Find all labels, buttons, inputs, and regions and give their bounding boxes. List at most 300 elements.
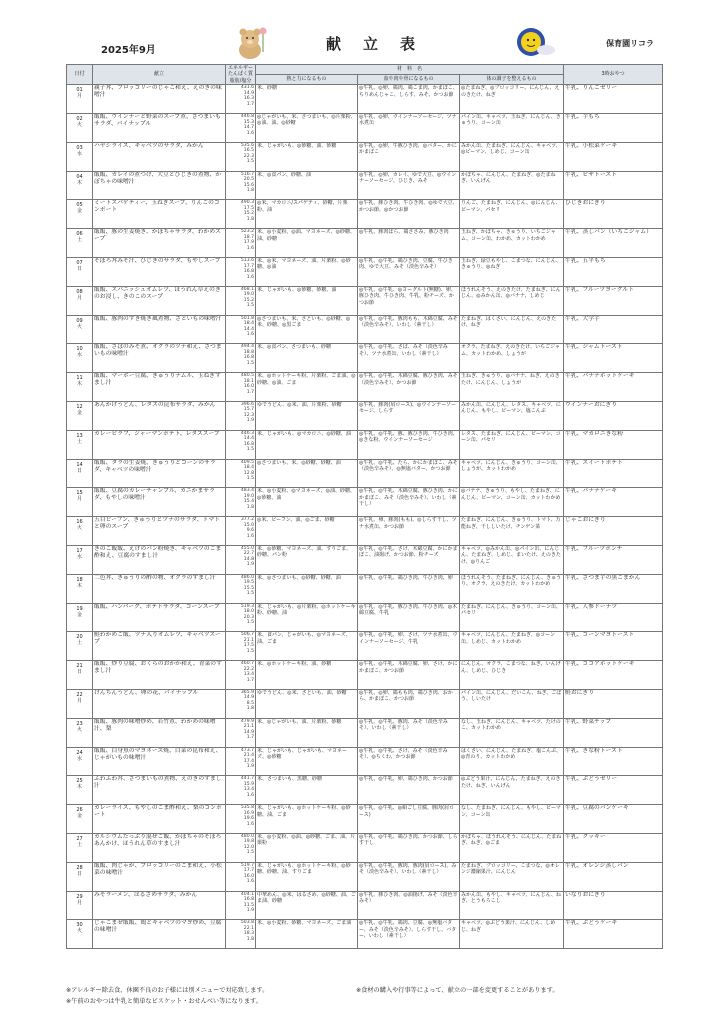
- nutrition-value: 14.7: [243, 125, 254, 131]
- table-row: [67, 661, 663, 690]
- nutrition-value: 1.9: [246, 418, 254, 424]
- nutrition-value: 431.6: [240, 85, 254, 91]
- energy-cell: 米、◎ホットケーキ粉、片栗粉、ごま油、◎砂糖、◎油、ごま: [256, 373, 358, 402]
- nutrition-value: 17.9: [243, 240, 254, 246]
- day-of-week: 火: [76, 928, 82, 935]
- nutrition-value: 16.0: [243, 873, 254, 879]
- snack-cell: 牛乳、フルーツヨーグルト: [564, 286, 663, 315]
- day-of-week: 土: [76, 438, 82, 445]
- table-row: [67, 545, 663, 574]
- nutrition-value: 1.6: [246, 130, 254, 136]
- condition-cell: はくさい、にんじん、たまねぎ、塩こんぶ、◎青のり、カットわかめ: [460, 747, 564, 776]
- nutrition-value: 446.3: [240, 430, 254, 436]
- nutrition-cell: [226, 776, 256, 805]
- nutrition-value: 1.8: [246, 216, 254, 222]
- condition-cell: オクラ、たまねぎ、えのきたけ、いちごジャム、カットわかめ、しょうが: [460, 344, 564, 373]
- nutrition-value: 18.1: [243, 378, 254, 384]
- nutrition-value: 1.5: [246, 303, 254, 309]
- condition-cell: ほうれんそう、たまねぎ、にんじん、きゅうり、オクラ、えのきたけ、カットわかめ: [460, 574, 564, 603]
- body-cell: ◎牛乳、◎牛乳、鶏ひき肉、豆腐、牛ひき肉、ゆで大豆、みそ（淡色辛みそ）: [358, 258, 460, 287]
- nutrition-value: 1.6: [246, 533, 254, 539]
- nutrition-value: 1.5: [246, 476, 254, 482]
- nutrition-value: 1.5: [246, 591, 254, 597]
- nutrition-cell: [226, 545, 256, 574]
- nutrition-value: 1.6: [246, 332, 254, 338]
- nutrition-cell: [226, 862, 256, 891]
- energy-cell: 米、◎小麦粉、◎油、マヨネーズ、◎砂糖、油、砂糖: [256, 229, 358, 258]
- nutrition-value: 516.7: [240, 171, 254, 177]
- col-header-nutrition: エネルギー たんぱく質 脂肪/塩分: [226, 65, 256, 85]
- date-number: 26: [76, 807, 83, 814]
- date-cell: [67, 862, 93, 891]
- date-cell: [67, 315, 93, 344]
- condition-cell: キャベツ、にんじん、たまねぎ、◎コーン缶、しめじ、カットわかめ: [460, 632, 564, 661]
- nutrition-value: 15.9: [243, 781, 254, 787]
- body-cell: ◎牛乳、◎牛乳、豚、豚ひき肉、牛ひき肉、◎きな粉、ウインナーソーセージ: [358, 430, 460, 459]
- school-name: 保育園リコラ: [606, 39, 654, 48]
- nutrition-value: 479.9: [240, 718, 254, 724]
- menu-cell: そぼろ丼みそ汁、ひじきのサラダ、もやしスープ: [93, 258, 226, 287]
- nutrition-value: 13.4: [243, 672, 254, 678]
- nutrition-cell: [226, 488, 256, 517]
- condition-cell: パイン缶、にんじん、だいこん、ねぎ、ごぼう、しいたけ: [460, 689, 564, 718]
- table-row: [67, 171, 663, 200]
- date-cell: [67, 229, 93, 258]
- energy-cell: 米、◎食パン、砂糖、油: [256, 171, 358, 200]
- energy-cell: ◎さつまいも、米、さといも、◎砂糖、◎米、砂糖、◎黒ごま: [256, 315, 358, 344]
- table-row: [67, 200, 663, 229]
- condition-cell: なし、たまねぎ、にんじん、もやし、ピーマン、コーン缶: [460, 805, 564, 834]
- nutrition-value: 483.4: [240, 488, 254, 494]
- nutrition-value: 16.8: [243, 897, 254, 903]
- date-cell: [67, 286, 93, 315]
- nutrition-value: 15.2: [243, 297, 254, 303]
- energy-cell: 米、◎米、マヨネーズ、油、片栗粉、◎砂糖、◎油: [256, 258, 358, 287]
- day-of-week: 月: [76, 93, 82, 100]
- snack-cell: 鮭おにぎり: [564, 689, 663, 718]
- nutrition-value: 14.4: [243, 326, 254, 332]
- nutrition-value: 18.4: [243, 321, 254, 327]
- nutrition-value: 9.6: [246, 528, 254, 534]
- date-cell: [67, 142, 93, 171]
- condition-cell: なし、玉ねぎ、にんじん、キャベツ、たけのこ、カットわかめ: [460, 718, 564, 747]
- nutrition-value: 19.0: [243, 493, 254, 499]
- date-cell: [67, 545, 93, 574]
- nutrition-value: 14.9: [243, 729, 254, 735]
- menu-cell: ハヤシライス、キャベツのサラダ、みかん: [93, 142, 226, 171]
- energy-cell: 米、◎ホットケーキ粉、油、砂糖: [256, 661, 358, 690]
- day-of-week: 木: [76, 784, 82, 791]
- col-header-date: 日付: [67, 65, 93, 85]
- condition-cell: 玉ねぎ、きゅうり、◎バナナ、ねぎ、えのきたけ、にんじん、しょうが: [460, 373, 564, 402]
- date-number: 06: [76, 231, 83, 238]
- condition-cell: 玉ねぎ、かぼちゃ、きゅうり、いちごジャム、コーン缶、わかめ、カットわかめ: [460, 229, 564, 258]
- body-cell: ◎牛乳、◎牛乳、豚肉、豚肉(肩ロース)、みそ（淡色辛みそ）、いわし（素干し）: [358, 862, 460, 891]
- menu-cell: カレーライス、もやしのごま酢和え、梨のコンポート: [93, 805, 226, 834]
- nutrition-cell: [226, 574, 256, 603]
- menu-sheet: [66, 26, 662, 949]
- snack-cell: ひじきおにぎり: [564, 200, 663, 229]
- date-number: 19: [76, 605, 83, 612]
- nutrition-value: 15.0: [243, 522, 254, 528]
- date-number: 05: [76, 202, 83, 209]
- nutrition-value: 14.4: [243, 436, 254, 442]
- snack-cell: 牛乳、バナナホットケーキ: [564, 373, 663, 402]
- table-row: [67, 85, 663, 114]
- energy-cell: 米、◎さつまいも、◎砂糖、砂糖、油: [256, 574, 358, 603]
- menu-cell: 飯飯、スパニッシュオムレツ、ほうれん草えのきのお浸し、きのこのスープ: [93, 286, 226, 315]
- menu-cell: 飯飯、マーボー豆腐、きゅうりナムル、玉ねぎすまし汁: [93, 373, 226, 402]
- menu-cell: 飯飯、豚肉の味噌炒め、若竹煮、わかめの味噌汁、梨: [93, 718, 226, 747]
- nutrition-cell: [226, 200, 256, 229]
- nutrition-value: 1.9: [246, 764, 254, 770]
- table-row: [67, 920, 663, 949]
- condition-cell: たまねぎ、はくさい、にんじん、えのきたけ、ねぎ: [460, 315, 564, 344]
- date-cell: [67, 776, 93, 805]
- snack-cell: 牛乳、豆腐のパンケーキ: [564, 805, 663, 834]
- nutrition-cell: [226, 603, 256, 632]
- table-row: [67, 632, 663, 661]
- snack-cell: 牛乳、大学芋: [564, 315, 663, 344]
- date-cell: [67, 689, 93, 718]
- nutrition-value: 1.5: [246, 159, 254, 165]
- day-of-week: 火: [76, 525, 82, 532]
- day-of-week: 月: [76, 496, 82, 503]
- sun-moon-illustration-icon: [502, 26, 560, 60]
- energy-cell: 米、じゃがいも、◎ホットケーキ粉、◎砂糖、油、ごま: [256, 805, 358, 834]
- nutrition-value: 519.3: [240, 603, 254, 609]
- day-of-week: 金: [76, 208, 82, 215]
- day-of-week: 土: [76, 640, 82, 647]
- energy-cell: 米、じゃがいも、◎砂糖、砂糖、油: [256, 286, 358, 315]
- footer-note: ※午前のおやつは牛乳と簡単なビスケット・おせんべい等になります。: [66, 998, 262, 1005]
- nutrition-value: 16.0: [243, 384, 254, 390]
- date-cell: [67, 517, 93, 546]
- energy-cell: 米、◎じゃがいも、油、片栗粉、砂糖: [256, 718, 358, 747]
- nutrition-value: 12.8: [243, 470, 254, 476]
- date-cell: [67, 430, 93, 459]
- energy-cell: 米、じゃがいも、◎片栗粉、◎ホットケーキ粉、砂糖、油: [256, 603, 358, 632]
- snack-cell: 牛乳、ぶどうゼリー: [564, 776, 663, 805]
- condition-cell: みかん缶、たまねぎ、にんじん、キャベツ、◎ピーマン、しめじ、コーン缶: [460, 142, 564, 171]
- date-cell: [67, 603, 93, 632]
- nutrition-cell: [226, 315, 256, 344]
- bear-illustration-icon: [230, 26, 272, 60]
- nutrition-value: 12.3: [243, 412, 254, 418]
- condition-cell: ◎ぶどう果汁、にんじん、たまねぎ、えのきたけ、ねぎ、いんげん: [460, 776, 564, 805]
- body-cell: ◎牛乳、◎卵、カレイ、ゆで大豆、◎ウインナーソーセージ、ひじき、みそ: [358, 171, 460, 200]
- date-cell: [67, 833, 93, 862]
- nutrition-value: 17.4: [243, 758, 254, 764]
- nutrition-value: 14.8: [243, 556, 254, 562]
- day-of-week: 日: [76, 467, 82, 474]
- nutrition-value: 17.5: [243, 643, 254, 649]
- nutrition-value: 22.3: [243, 153, 254, 159]
- snack-cell: 牛乳、りんごゼリー: [564, 85, 663, 114]
- date-number: 28: [76, 864, 83, 871]
- menu-cell: じゃこまぜ飯飯、鶏とキャベツのマヨ炒め、豆腐の味噌汁: [93, 920, 226, 949]
- nutrition-value: 506.7: [240, 632, 254, 638]
- snack-cell: 牛乳、小松菜ケーキ: [564, 142, 663, 171]
- condition-cell: パイン缶、キャベツ、玉ねぎ、にんじん、きゅうり、コーン缶: [460, 114, 564, 143]
- nutrition-value: 1.8: [246, 188, 254, 194]
- snack-cell: じゃこおにぎり: [564, 517, 663, 546]
- menu-cell: 飯飯、タラの生姜焼、きゅうりとコーンのサラダ、キャベツの味噌汁: [93, 459, 226, 488]
- nutrition-value: 473.7: [240, 747, 254, 753]
- menu-cell: みそラーメン、はるさめサラダ、みかん: [93, 891, 226, 920]
- condition-cell: ◎バナナ、きゅうり、もやし、たまねぎ、にんじん、ピーマン、コーン缶、カットわかめ: [460, 488, 564, 517]
- snack-cell: 牛乳、バナナケーキ: [564, 488, 663, 517]
- nutrition-value: 21.1: [243, 637, 254, 643]
- nutrition-cell: [226, 142, 256, 171]
- nutrition-value: 460.7: [240, 661, 254, 667]
- date-cell: [67, 171, 93, 200]
- day-of-week: 木: [76, 381, 82, 388]
- date-number: 21: [76, 663, 83, 670]
- menu-cell: 五目ビーフン、きゅうりとツナのサラダ、トマトと卵のスープ: [93, 517, 226, 546]
- energy-cell: 米、じゃがいも、◎ホットケーキ粉、◎砂糖、砂糖、油、すりごま: [256, 862, 358, 891]
- table-row: [67, 517, 663, 546]
- date-number: 08: [76, 288, 83, 295]
- date-number: 03: [76, 144, 83, 151]
- day-of-week: 水: [76, 150, 82, 157]
- nutrition-value: 1.5: [246, 447, 254, 453]
- nutrition-value: 1.6: [246, 792, 254, 798]
- nutrition-cell: [226, 85, 256, 114]
- nutrition-value: 1.8: [246, 936, 254, 942]
- menu-cell: 飯飯、ハンバーグ、ポテトサラダ、コーンスープ: [93, 603, 226, 632]
- nutrition-value: 12.0: [243, 844, 254, 850]
- nutrition-value: 14.9: [243, 90, 254, 96]
- footer-note: ※アレルギー除去食、休園不良のお子様には別メニューで対応致します。: [66, 987, 269, 994]
- nutrition-cell: [226, 344, 256, 373]
- energy-cell: 米、◎食パン、さつまいも、砂糖: [256, 344, 358, 373]
- body-cell: ◎牛乳、卵、豚肉(もも)、◎しらす干し、ツナ水煮缶、かつお節: [358, 517, 460, 546]
- nutrition-value: 15.7: [243, 407, 254, 413]
- menu-cell: あんかけうどん、レタスの昆布サラダ、みかん: [93, 401, 226, 430]
- nutrition-value: 365.9: [240, 689, 254, 695]
- footer-note: ※食材の購入や行事等によって、献立の一部を変更することがあります。: [356, 987, 559, 994]
- snack-cell: 牛乳、フルーツポンチ: [564, 545, 663, 574]
- month-label: 2025年9月: [101, 45, 156, 56]
- body-cell: ◎牛乳、◎牛乳、鶏ひき肉、かつお節、しらす干し: [358, 833, 460, 862]
- day-of-week: 土: [76, 841, 82, 848]
- date-number: 14: [76, 461, 83, 468]
- day-of-week: 金: [76, 611, 82, 618]
- nutrition-value: 1.5: [246, 850, 254, 856]
- date-cell: [67, 258, 93, 287]
- nutrition-value: 1.6: [246, 274, 254, 280]
- condition-cell: りんご、たまねぎ、にんじん、◎にんじん、ピーマン、パセリ: [460, 200, 564, 229]
- date-number: 17: [76, 547, 83, 554]
- date-number: 16: [76, 519, 83, 526]
- body-cell: ◎牛乳、◎牛乳、さば、みそ（淡色辛みそ）、ツナ水煮缶、いわし（素干し）: [358, 344, 460, 373]
- body-cell: ◎牛乳、◎牛乳、さけ、木綿豆腐、かにかまぼこ、油揚げ、かつお節、粉チーズ: [358, 545, 460, 574]
- nutrition-value: 1.7: [246, 735, 254, 741]
- date-cell: [67, 574, 93, 603]
- date-cell: [67, 891, 93, 920]
- snack-cell: 牛乳、マカロニきな粉: [564, 430, 663, 459]
- col-header-condition: 体の調子を整えるもの: [460, 75, 564, 85]
- energy-cell: 中華めん、◎米、はるさめ、◎砂糖、油、ごま油、砂糖: [256, 891, 358, 920]
- body-cell: ◎牛乳、豚肉ばら、鶏ささみ、豚ひき肉: [358, 229, 460, 258]
- table-row: [67, 401, 663, 430]
- day-of-week: 月: [76, 294, 82, 301]
- menu-cell: 飯飯、白身魚のマヨネーズ焼、白菜の昆布和え、じゃがいもの味噌汁: [93, 747, 226, 776]
- nutrition-value: 21.4: [243, 753, 254, 759]
- date-number: 29: [76, 893, 83, 900]
- nutrition-cell: [226, 833, 256, 862]
- menu-cell: カルシウムたっぷり混ぜご飯、かぼちゃのそぼろあんかけ、ほうれん草のすまし汁: [93, 833, 226, 862]
- nutrition-value: 519.7: [240, 862, 254, 868]
- day-of-week: 木: [76, 582, 82, 589]
- menu-cell: 飯飯、豚肉のすき焼き風煮物、さといもの味噌汁: [93, 315, 226, 344]
- col-header-energy: 熱と力になるもの: [256, 75, 358, 85]
- footer-notes: [66, 985, 268, 1007]
- nutrition-value: 19.0: [243, 292, 254, 298]
- nutrition-value: 1.5: [246, 648, 254, 654]
- condition-cell: みかん缶、にんじん、レタス、キャベツ、にんじん、もやし、ピーマン、塩こんぶ: [460, 401, 564, 430]
- date-number: 07: [76, 260, 83, 266]
- nutrition-value: 18.3: [243, 931, 254, 937]
- table-row: [67, 229, 663, 258]
- date-number: 23: [76, 720, 83, 727]
- nutrition-value: 1.7: [246, 389, 254, 395]
- energy-cell: 米、さつまいも、黒糖、砂糖: [256, 776, 358, 805]
- nutrition-value: 396.6: [240, 401, 254, 407]
- day-of-week: 日: [76, 870, 82, 877]
- col-header-ingredients: 材 料 名: [256, 65, 564, 75]
- table-row: [67, 315, 663, 344]
- day-of-week: 火: [76, 323, 82, 330]
- nutrition-cell: [226, 661, 256, 690]
- col-header-body: 血や肉や骨になるもの: [358, 75, 460, 85]
- nutrition-value: 1.6: [246, 879, 254, 885]
- date-number: 30: [76, 922, 83, 929]
- snack-cell: 牛乳、人参ドーナツ: [564, 603, 663, 632]
- date-cell: [67, 85, 93, 114]
- energy-cell: ゆでうどん、◎米、さといも、油、砂糖: [256, 689, 358, 718]
- nutrition-value: 15.4: [243, 499, 254, 505]
- condition-cell: レタス、たまねぎ、にんじん、ピーマン、コーン缶、パセリ: [460, 430, 564, 459]
- sheet-header: [66, 26, 662, 64]
- snack-cell: いなりおにぎり: [564, 891, 663, 920]
- date-number: 22: [76, 691, 83, 698]
- body-cell: ◎牛乳、◎牛乳、たら、かにかまぼこ、みそ（淡色辛みそ）、◎無塩バター、かつお節: [358, 459, 460, 488]
- nutrition-value: 441.7: [240, 776, 254, 782]
- nutrition-value: 20.5: [243, 177, 254, 183]
- snack-cell: 牛乳、オレンジ蒸しパン: [564, 862, 663, 891]
- table-row: [67, 833, 663, 862]
- snack-cell: 牛乳、野菜チップ: [564, 718, 663, 747]
- body-cell: ◎牛乳、豚肉(肩ロース)、◎ウインナーソーセージ、しらす: [358, 401, 460, 430]
- nutrition-value: 480.5: [240, 373, 254, 379]
- body-cell: ◎牛乳、◎牛乳、豚肉、みそ（淡色辛みそ）、いわし（素干し）: [358, 718, 460, 747]
- snack-cell: 牛乳、コーンマヨトースト: [564, 632, 663, 661]
- condition-cell: キャベツ、◎みかん缶、◎パイン缶、にんじん、たまねぎ、しめじ、まいたけ、えのきたけ、◎りんご: [460, 545, 564, 574]
- body-cell: ◎牛乳、豚ひき肉、◎油揚げ、みそ（淡色辛みそ）: [358, 891, 460, 920]
- date-number: 11: [76, 375, 83, 382]
- nutrition-value: 15.6: [243, 182, 254, 188]
- nutrition-value: 22.1: [243, 925, 254, 931]
- col-header-menu: 献立: [93, 65, 226, 85]
- day-of-week: 水: [76, 352, 82, 359]
- energy-cell: 米、◎小麦粉、◎マヨネーズ、◎油、砂糖、◎砂糖、油: [256, 488, 358, 517]
- day-of-week: 月: [76, 899, 82, 906]
- condition-cell: たまねぎ、にんじん、きゅうり、コーン缶、パセリ: [460, 603, 564, 632]
- body-cell: ◎牛乳、◎牛乳、木綿豆腐、豚ひき肉、みそ（淡色辛みそ）、かつお節: [358, 373, 460, 402]
- date-cell: [67, 200, 93, 229]
- snack-cell: 牛乳、ぶどうケーキ: [564, 920, 663, 949]
- condition-cell: 玉ねぎ、緑豆もやし、こまつな、にんじん、きゅうり、◎ねぎ: [460, 258, 564, 287]
- table-row: [67, 891, 663, 920]
- nutrition-value: 1.6: [246, 821, 254, 827]
- nutrition-value: 1.9: [246, 908, 254, 914]
- menu-cell: ふわふわ丼、さつまいもの煮物、えのきのすまし汁: [93, 776, 226, 805]
- nutrition-value: 535.8: [240, 805, 254, 811]
- table-row: [67, 344, 663, 373]
- snack-cell: 牛乳、クッキー: [564, 833, 663, 862]
- date-number: 24: [76, 749, 83, 756]
- menu-cell: 親子丼、ブロッコリーのじゃこ和え、えのきの味噌汁: [93, 85, 226, 114]
- snack-cell: 牛乳、蒸しパン（いちごジャム）: [564, 229, 663, 258]
- table-row: [67, 430, 663, 459]
- date-number: 15: [76, 490, 83, 497]
- nutrition-value: 21.1: [243, 724, 254, 730]
- nutrition-value: 20.3: [243, 614, 254, 620]
- condition-cell: たまねぎ、にんじん、きゅうり、トマト、万能ねぎ、干ししいたけ、チンゲン菜: [460, 517, 564, 546]
- nutrition-value: 1.7: [246, 101, 254, 107]
- nutrition-value: 490.3: [240, 200, 254, 206]
- body-cell: ◎牛乳、◎牛乳、鶏肉、豆腐、◎無塩バター、みそ（淡色辛みそ）、しらす干し、バター、いわし（素干し）: [358, 920, 460, 949]
- nutrition-value: 19.8: [243, 839, 254, 845]
- nutrition-value: 22.2: [243, 666, 254, 672]
- energy-cell: 米、◎小麦粉、◎油、◎砂糖、ごま、油、片栗粉: [256, 833, 358, 862]
- nutrition-value: 1.8: [246, 706, 254, 712]
- nutrition-value: 17.7: [243, 868, 254, 874]
- nutrition-value: 22.7: [243, 551, 254, 557]
- condition-cell: かぼちゃ、ほうれんそう、にんじん、たまねぎ、ねぎ、◎ごま: [460, 833, 564, 862]
- table-row: [67, 114, 663, 143]
- date-number: 25: [76, 778, 83, 785]
- menu-cell: けんちんうどん、卵の花、パイナップル: [93, 689, 226, 718]
- table-row: [67, 142, 663, 171]
- nutrition-value: 19.6: [243, 816, 254, 822]
- menu-cell: きのこ飯飯、えけのパン粉焼き、キャベツのごま酢和え、豆腐のすまし汁: [93, 545, 226, 574]
- nutrition-value: 494.4: [240, 344, 254, 350]
- date-number: 01: [76, 87, 83, 94]
- nutrition-cell: [226, 632, 256, 661]
- table-row: [67, 286, 663, 315]
- table-row: [67, 258, 663, 287]
- nutrition-value: 501.8: [240, 315, 254, 321]
- table-row: [67, 603, 663, 632]
- condition-cell: みかん缶、もやし、キャベツ、にんじん、ねぎ、とうもろこし: [460, 891, 564, 920]
- nutrition-value: 409.5: [240, 459, 254, 465]
- nutrition-value: 14.9: [243, 695, 254, 701]
- table-row: [67, 776, 663, 805]
- nutrition-value: 18.4: [243, 465, 254, 471]
- nutrition-cell: [226, 459, 256, 488]
- day-of-week: 月: [76, 697, 82, 704]
- day-of-week: 火: [76, 726, 82, 733]
- date-cell: [67, 920, 93, 949]
- table-row: [67, 373, 663, 402]
- condition-cell: ◎たまねぎ、◎ブロッコリー、にんじん、えのきたけ、ねぎ: [460, 85, 564, 114]
- body-cell: ◎牛乳、◎牛乳、さけ、みそ（淡色辛みそ）、◎ちくわ、かつお節: [358, 747, 460, 776]
- date-number: 04: [76, 173, 83, 180]
- condition-cell: キャベツ、にんじん、きゅうり、コーン缶、しょうが、カットわかめ: [460, 459, 564, 488]
